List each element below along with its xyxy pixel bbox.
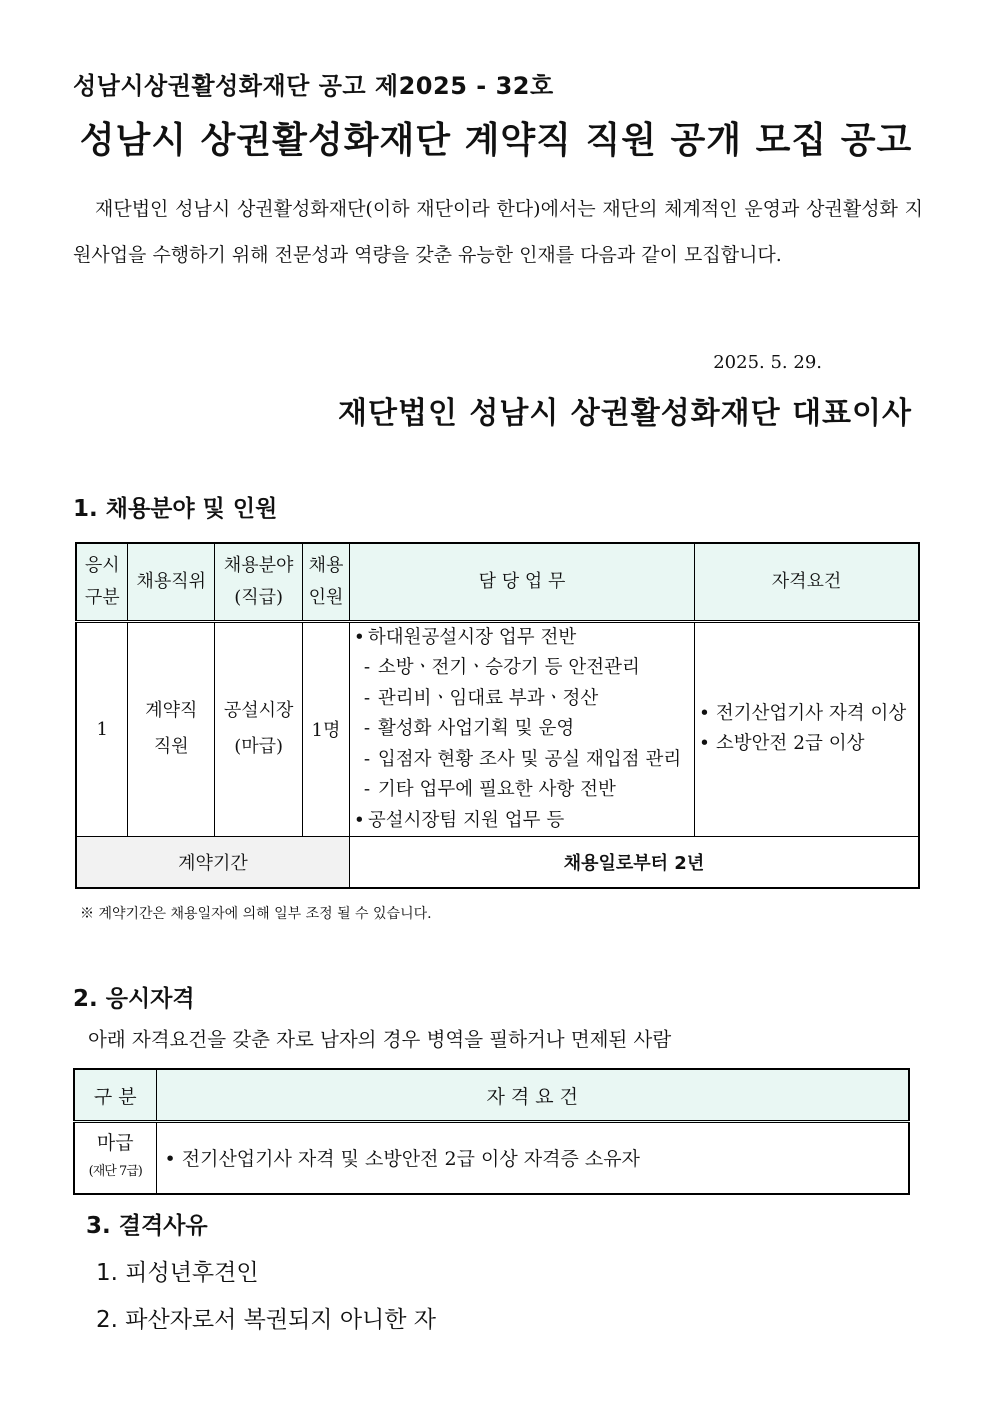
table-row <box>76 621 919 837</box>
duty-item: - 기타 업무에 필요한 사항 전반 <box>363 779 616 800</box>
col-division: 응시 구분 <box>76 543 128 621</box>
col-category: 구 분 <box>74 1069 156 1122</box>
section2-description: 아래 자격요건을 갖춘 자로 남자의 경우 병역을 필하거나 면제된 사람 <box>88 1028 672 1051</box>
duty-item: • 공설시장팀 지원 업무 등 <box>353 809 565 831</box>
list-item: 2. 파산자로서 복권되지 아니한 자 <box>96 1307 437 1333</box>
duty-item: - 입점자 현황 조사 및 공실 재입점 관리 <box>363 748 682 770</box>
contract-note: ※ 계약기간은 채용일자에 의해 일부 조정 될 수 있습니다. <box>80 906 432 922</box>
section2-title: 2. 응시자격 <box>73 986 195 1012</box>
duty-item: - 관리비ㆍ임대료 부과ㆍ정산 <box>363 687 599 709</box>
contract-period-label: 계약기간 <box>76 837 349 889</box>
duty-item: • 하대원공설시장 업무 전반 <box>353 626 577 648</box>
duty-item: - 활성화 사업기획 및 운영 <box>363 718 575 739</box>
list-item: 1. 피성년후견인 <box>96 1260 259 1286</box>
notice-date: 2025. 5. 29. <box>713 352 822 373</box>
duty-item: - 소방ㆍ전기ㆍ승강기 등 안전관리 <box>363 657 640 678</box>
section3-title: 3. 결격사유 <box>86 1213 208 1239</box>
contract-period-value: 채용일로부터 2년 <box>349 837 919 889</box>
cell-position: 계약직 직원 <box>128 621 215 837</box>
cell-duties <box>349 621 694 837</box>
recruitment-table <box>75 542 920 889</box>
signer: 재단법인 성남시 상권활성화재단 대표이사 <box>338 396 912 431</box>
section1-title: 1. 채용분야 및 인원 <box>73 496 278 522</box>
intro-paragraph: 재단법인 성남시 상권활성화재단(이하 재단이라 한다)에서는 재단의 체계적인 운영과 상권활성화 지원사업을 수행하기 위해 전문성과 역량을 갖춘 유능한 인재를 다음과 같이 모집합니다. <box>73 198 923 266</box>
cell-field: 공설시장 (마급) <box>215 621 303 837</box>
table-row <box>74 1122 909 1194</box>
cell-category: 마급 (재단 7급) <box>74 1122 156 1194</box>
col-position: 채용직위 <box>128 543 215 621</box>
col-count: 채용 인원 <box>303 543 350 621</box>
col-requirements: 자 격 요 건 <box>156 1069 909 1122</box>
eligibility-table <box>73 1068 910 1195</box>
cell-division: 1 <box>76 621 128 837</box>
cell-qualifications: • 전기산업기사 자격 이상 • 소방안전 2급 이상 <box>695 621 919 837</box>
cell-requirement: • 전기산업기사 자격 및 소방안전 2급 이상 자격증 소유자 <box>156 1122 909 1194</box>
cell-count: 1명 <box>303 621 350 837</box>
col-duties: 담 당 업 무 <box>349 543 694 621</box>
notice-number: 성남시상권활성화재단 공고 제2025 - 32호 <box>73 72 554 100</box>
col-field: 채용분야 (직급) <box>215 543 303 621</box>
page-title: 성남시 상권활성화재단 계약직 직원 공개 모집 공고 <box>79 120 913 161</box>
col-qualifications: 자격요건 <box>695 543 919 621</box>
